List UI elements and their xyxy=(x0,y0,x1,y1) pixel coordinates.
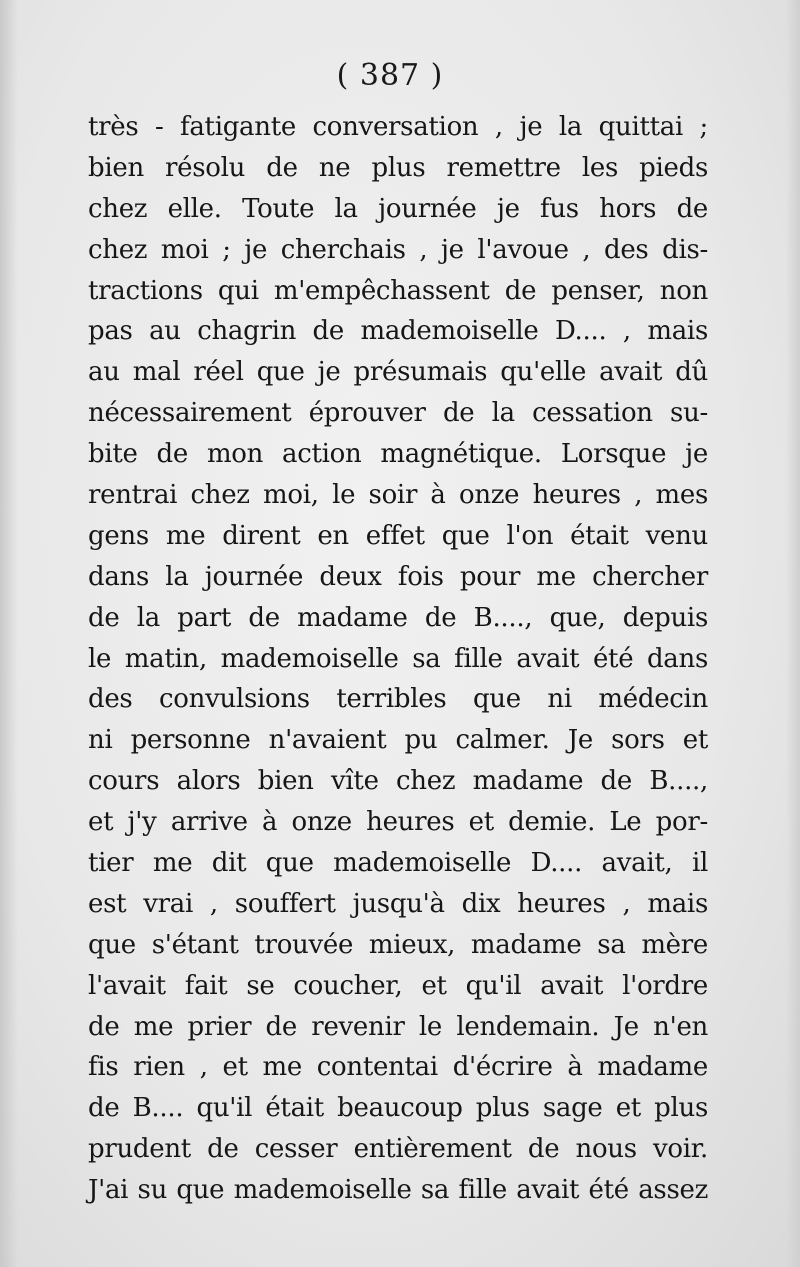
text-line: de la part de madame de B...., que, depuis xyxy=(88,602,708,633)
page-left-shadow xyxy=(0,0,18,1267)
text-line: chez elle. Toute la journée je fus hors de xyxy=(88,193,708,224)
text-line: tractions qui m'empêchassent de penser, non xyxy=(88,275,708,306)
text-line: bien résolu de ne plus remettre les pieds xyxy=(88,152,708,183)
text-line: de me prier de revenir le lendemain. Je n'en xyxy=(88,1011,708,1042)
text-line: prudent de cesser entièrement de nous voir. xyxy=(88,1134,708,1165)
text-line: au mal réel que je présumais qu'elle avait dû xyxy=(88,357,708,388)
text-line: pas au chagrin de mademoiselle D.... , mais xyxy=(88,316,708,347)
text-line: est vrai , souffert jusqu'à dix heures , mais xyxy=(88,888,708,919)
text-line: rentrai chez moi, le soir à onze heures , mes xyxy=(88,480,708,511)
text-line: gens me dirent en effet que l'on était venu xyxy=(88,520,708,551)
text-line: dans la journée deux fois pour me chercher xyxy=(88,561,708,592)
text-line: le matin, mademoiselle sa fille avait été dans xyxy=(88,643,708,674)
text-line: de B.... qu'il était beaucoup plus sage et plus xyxy=(88,1093,708,1124)
text-line: et j'y arrive à onze heures et demie. Le por- xyxy=(88,807,708,838)
page-right-shadow xyxy=(786,0,800,1267)
text-line: que s'étant trouvée mieux, madame sa mère xyxy=(88,929,708,960)
text-line: fis rien , et me contentai d'écrire à madame xyxy=(88,1052,708,1083)
text-line: cours alors bien vîte chez madame de B...., xyxy=(88,766,708,797)
page-number: ( 387 ) xyxy=(336,58,444,93)
text-line: très - fatigante conversation , je la quittai ; xyxy=(88,112,708,142)
body-text xyxy=(88,107,708,1211)
text-line: nécessairement éprouver de la cessation su- xyxy=(88,398,708,429)
text-line: des convulsions terribles que ni médecin xyxy=(88,684,708,715)
text-line: l'avait fait se coucher, et qu'il avait l'ordre xyxy=(88,970,708,1001)
text-line: ni personne n'avaient pu calmer. Je sors et xyxy=(88,725,708,756)
text-line: J'ai su que mademoiselle sa fille avait été assez xyxy=(88,1175,708,1206)
text-line: tier me dit que mademoiselle D.... avait, il xyxy=(88,848,708,879)
text-line: bite de mon action magnétique. Lorsque je xyxy=(88,439,708,470)
text-line: chez moi ; je cherchais , je l'avoue , des dis- xyxy=(88,234,708,265)
